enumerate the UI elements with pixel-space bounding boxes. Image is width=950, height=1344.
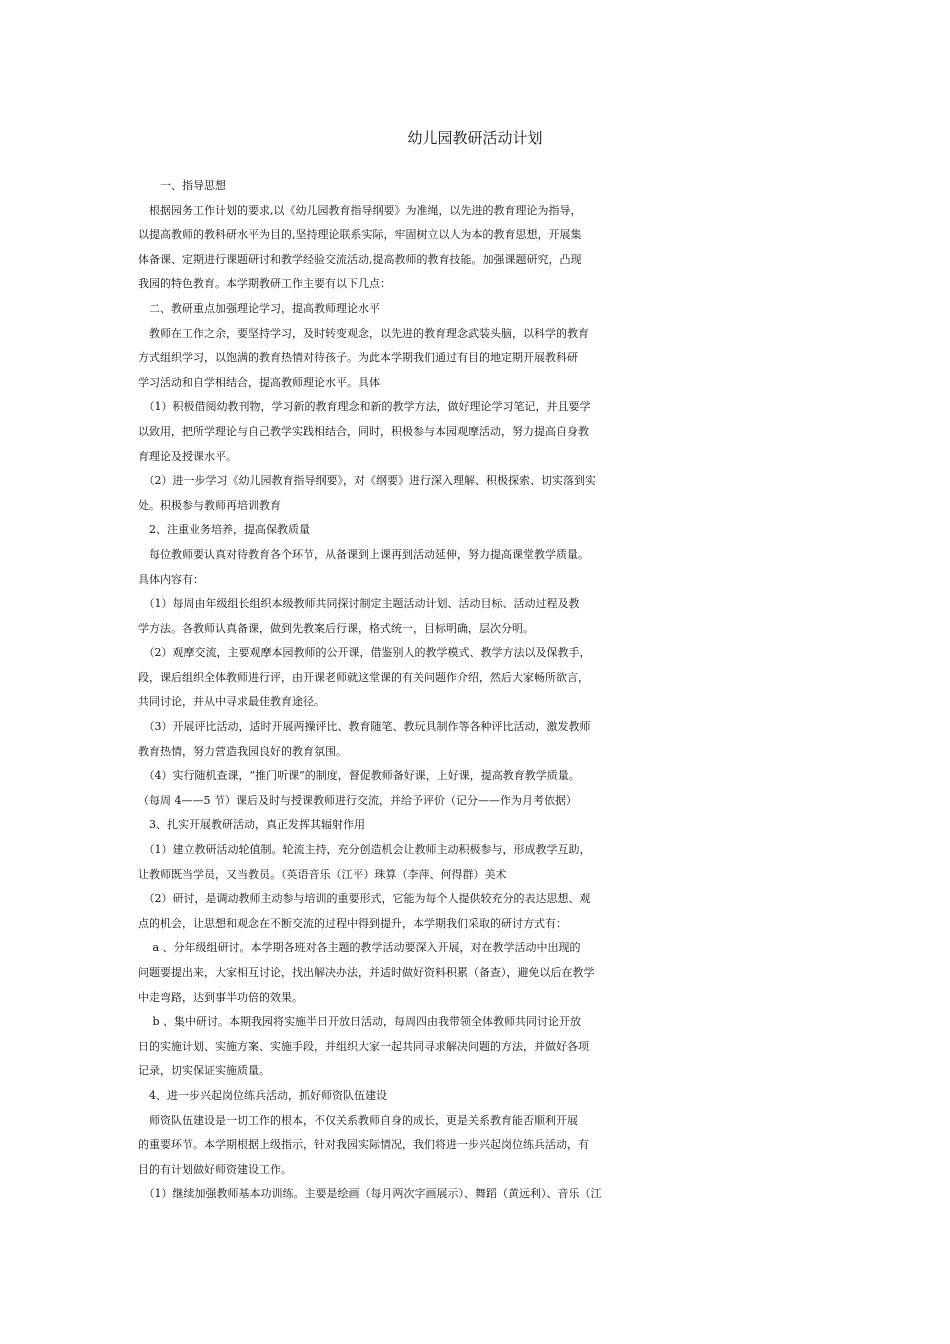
text-line: （4）实行随机查课，“推门听课”的制度，督促教师备好课，上好课，提高教育教学质量。 <box>138 769 580 783</box>
text-line: 根据园务工作计划的要求,以《幼儿园教育指导纲要》为准绳，以先进的教育理论为指导， <box>138 203 582 217</box>
text-line: （3）开展评比活动，适时开展两操评比、教育随笔、教玩具制作等各种评比活动，激发教师 <box>138 720 591 734</box>
text-line: 的重要环节。本学期根据上级指示，针对我园实际情况，我们将进一步兴起岗位练兵活动，有 <box>138 1138 589 1152</box>
text-line: 共同讨论，并从中寻求最佳教育途径。 <box>138 695 325 709</box>
text-line: （每周 4——5 节）课后及时与授课教师进行交流，并给予评价（记分——作为月考依据） <box>138 793 577 807</box>
text-line: 段，课后组织全体教师进行评，由开课老师就这堂课的有关问题作介绍，然后大家畅所欲言， <box>138 670 589 684</box>
document-body <box>138 174 828 1207</box>
text-line: 4、进一步兴起岗位练兵活动，抓好师资队伍建设 <box>138 1088 387 1102</box>
text-line: （1）积极借阅幼教刊物，学习新的教育理念和新的教学方法，做好理论学习笔记，并且要学 <box>138 400 591 414</box>
text-line: 我园的特色教育。本学期教研工作主要有以下几点： <box>138 277 391 291</box>
text-line: 点的机会，让思想和观念在不断交流的过程中得到提升，本学期我们采取的研讨方式有： <box>138 916 567 930</box>
text-line: （2）进一步学习《幼儿园教育指导纲要》，对《纲要》进行深入理解、积极探索、切实落到实 <box>138 474 596 488</box>
text-line: 记录，切实保证实施质量。 <box>138 1064 270 1078</box>
text-line: 处。积极参与教师再培训教育 <box>138 498 281 512</box>
text-line: 以提高教师的教科研水平为目的,坚持理论联系实际，牢固树立以人为本的教育思想，开展集 <box>138 228 582 242</box>
text-line: 日的实施计划、实施方案、实施手段，并组织大家一起共同寻求解决问题的方法，并做好各项 <box>138 1039 589 1053</box>
text-line: 师资队伍建设是一切工作的根本，不仅关系教师自身的成长，更是关系教育能否顺利开展 <box>138 1113 578 1127</box>
text-line: 2、注重业务培养，提高保教质量 <box>138 523 310 537</box>
text-line: 一、指导思想 <box>138 179 226 192</box>
text-line: 目的有计划做好师资建设工作。 <box>138 1162 292 1176</box>
text-line: 二、教研重点加强理论学习，提高教师理论水平 <box>138 301 380 315</box>
text-line: 育理论及授课水平。 <box>138 449 237 463</box>
text-line: （1）建立教研活动轮值制。轮流主持，充分创造机会让教师主动积极参与，形成教学互助， <box>138 843 591 857</box>
text-line: 体备课、定期进行课题研讨和教学经验交流活动,提高教师的教育技能。加强课题研究，凸现 <box>138 252 582 266</box>
text-line: a 、分年级组研讨。本学期各班对各主题的教学活动要深入开展，对在教学活动中出现的 <box>138 941 581 955</box>
text-line: （1）每周由年级组长组织本级教师共同探讨制定主题活动计划、活动目标、活动过程及教 <box>138 597 580 611</box>
text-line: 具体内容有： <box>138 572 204 586</box>
text-line: 让教师既当学员，又当教员。（英语音乐（江平）珠算（李萍、何得群）美术 <box>138 867 507 881</box>
text-line: 教育热情，努力营造我园良好的教育氛围。 <box>138 744 347 758</box>
text-line: 教师在工作之余，要坚持学习，及时转变观念，以先进的教育理念武装头脑，以科学的教育 <box>138 326 589 340</box>
text-line: 每位教师要认真对待教育各个环节，从备课到上课再到活动延伸，努力提高课堂教学质量。 <box>138 547 589 561</box>
document-title: 幼儿园教研活动计划 <box>407 129 543 147</box>
text-line: 问题要提出来，大家相互讨论，找出解决办法，并适时做好资料积累（备查），避免以后在教学 <box>138 966 595 979</box>
text-line: （2）观摩交流，主要观摩本园教师的公开课，借鉴别人的教学模式、教学方法以及保教手， <box>138 646 591 660</box>
text-line: 学方法。各教师认真备课，做到先教案后行课，格式统一，目标明确，层次分明。 <box>138 621 534 635</box>
text-line: （1）继续加强教师基本功训练。主要是绘画（每月两次字画展示）、舞蹈（黄远利）、音乐（江 <box>138 1187 602 1201</box>
text-line: （2）研讨，是调动教师主动参与培训的重要形式，它能为每个人提供较充分的表达思想、观 <box>138 892 591 906</box>
text-line: 以致用，把所学理论与自己教学实践相结合，同时，积极参与本园观摩活动，努力提高自身教 <box>138 424 589 438</box>
text-line: 3、扎实开展教研活动，真正发挥其辐射作用 <box>138 818 365 832</box>
text-line: b 、集中研讨。本期我园将实施半日开放日活动，每周四由我带领全体教师共同讨论开放 <box>138 1015 582 1029</box>
text-line: 中走弯路，达到事半功倍的效果。 <box>138 990 303 1004</box>
text-line: 方式组织学习，以饱满的教育热情对待孩子。为此本学期我们通过有目的地定期开展教科研 <box>138 351 578 365</box>
text-line: 学习活动和自学相结合，提高教师理论水平。具体 <box>138 375 380 389</box>
